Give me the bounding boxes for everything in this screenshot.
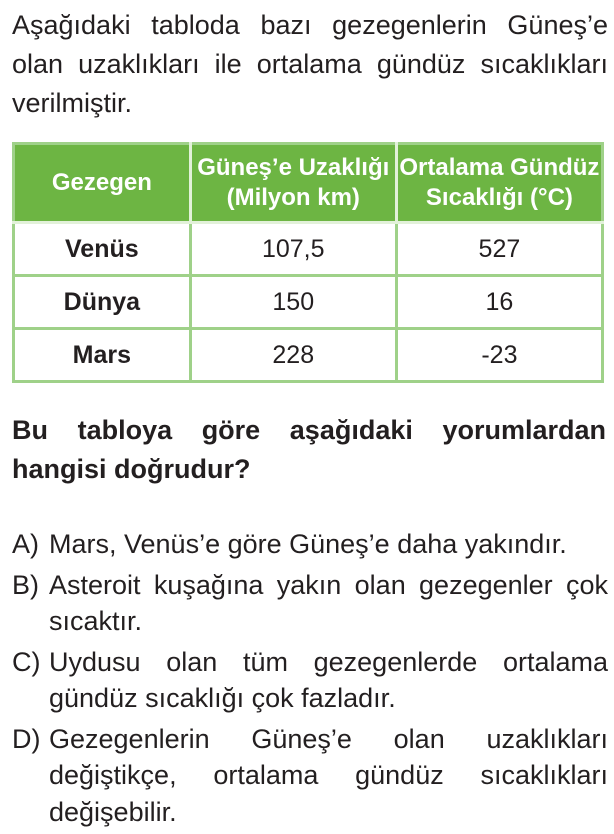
distance-value: 150 <box>190 276 396 329</box>
table-header-row <box>14 144 603 223</box>
intro-text: Aşağıdaki tabloda bazı gezegenlerin Güneş’e olan uzaklıkları ile ortalama gündüz sıcaklıkları verilmiştir. <box>12 10 608 118</box>
answer-options <box>12 526 608 834</box>
header-distance-line1: Güneş’e Uzaklığı <box>197 154 390 181</box>
option-text: Uydusu olan tüm gezegenlerde ortalama gündüz sıcaklığı çok fazladır. <box>49 646 608 713</box>
option-letter: C) <box>12 646 41 677</box>
option-b[interactable] <box>12 567 608 640</box>
header-planet: Gezegen <box>14 144 191 223</box>
option-text: Mars, Venüs’e göre Güneş’e daha yakındır. <box>49 529 567 559</box>
question-text: Bu tabloya göre aşağıdaki yorumlardan hangisi doğrudur? <box>12 415 606 484</box>
option-d[interactable] <box>12 721 608 831</box>
option-c[interactable] <box>12 644 608 717</box>
header-distance-line2: (Milyon km) <box>226 184 360 211</box>
distance-value: 228 <box>190 329 396 382</box>
header-temperature <box>396 144 602 223</box>
temperature-value: -23 <box>396 329 602 382</box>
planet-name: Dünya <box>14 276 191 329</box>
planet-name: Mars <box>14 329 191 382</box>
planet-name: Venüs <box>14 223 191 276</box>
planet-table <box>12 142 604 383</box>
option-text: Asteroit kuşağına yakın olan gezegenler çok sıcaktır. <box>49 569 608 636</box>
option-text: Gezegenlerin Güneş’e olan uzaklıkları değiştikçe, ortalama gündüz sıcaklıkları değişebilir. <box>49 723 608 827</box>
header-temperature-line1: Ortalama Gündüz <box>399 154 600 181</box>
option-letter: D) <box>12 723 41 754</box>
table-row <box>14 276 603 329</box>
table-row <box>14 329 603 382</box>
temperature-value: 16 <box>396 276 602 329</box>
header-temperature-line2: Sıcaklığı (°C) <box>425 184 573 211</box>
header-distance <box>190 144 396 223</box>
distance-value: 107,5 <box>190 223 396 276</box>
option-a[interactable] <box>12 526 608 563</box>
table-row <box>14 223 603 276</box>
option-letter: B) <box>12 569 39 600</box>
temperature-value: 527 <box>396 223 602 276</box>
option-letter: A) <box>12 529 39 559</box>
